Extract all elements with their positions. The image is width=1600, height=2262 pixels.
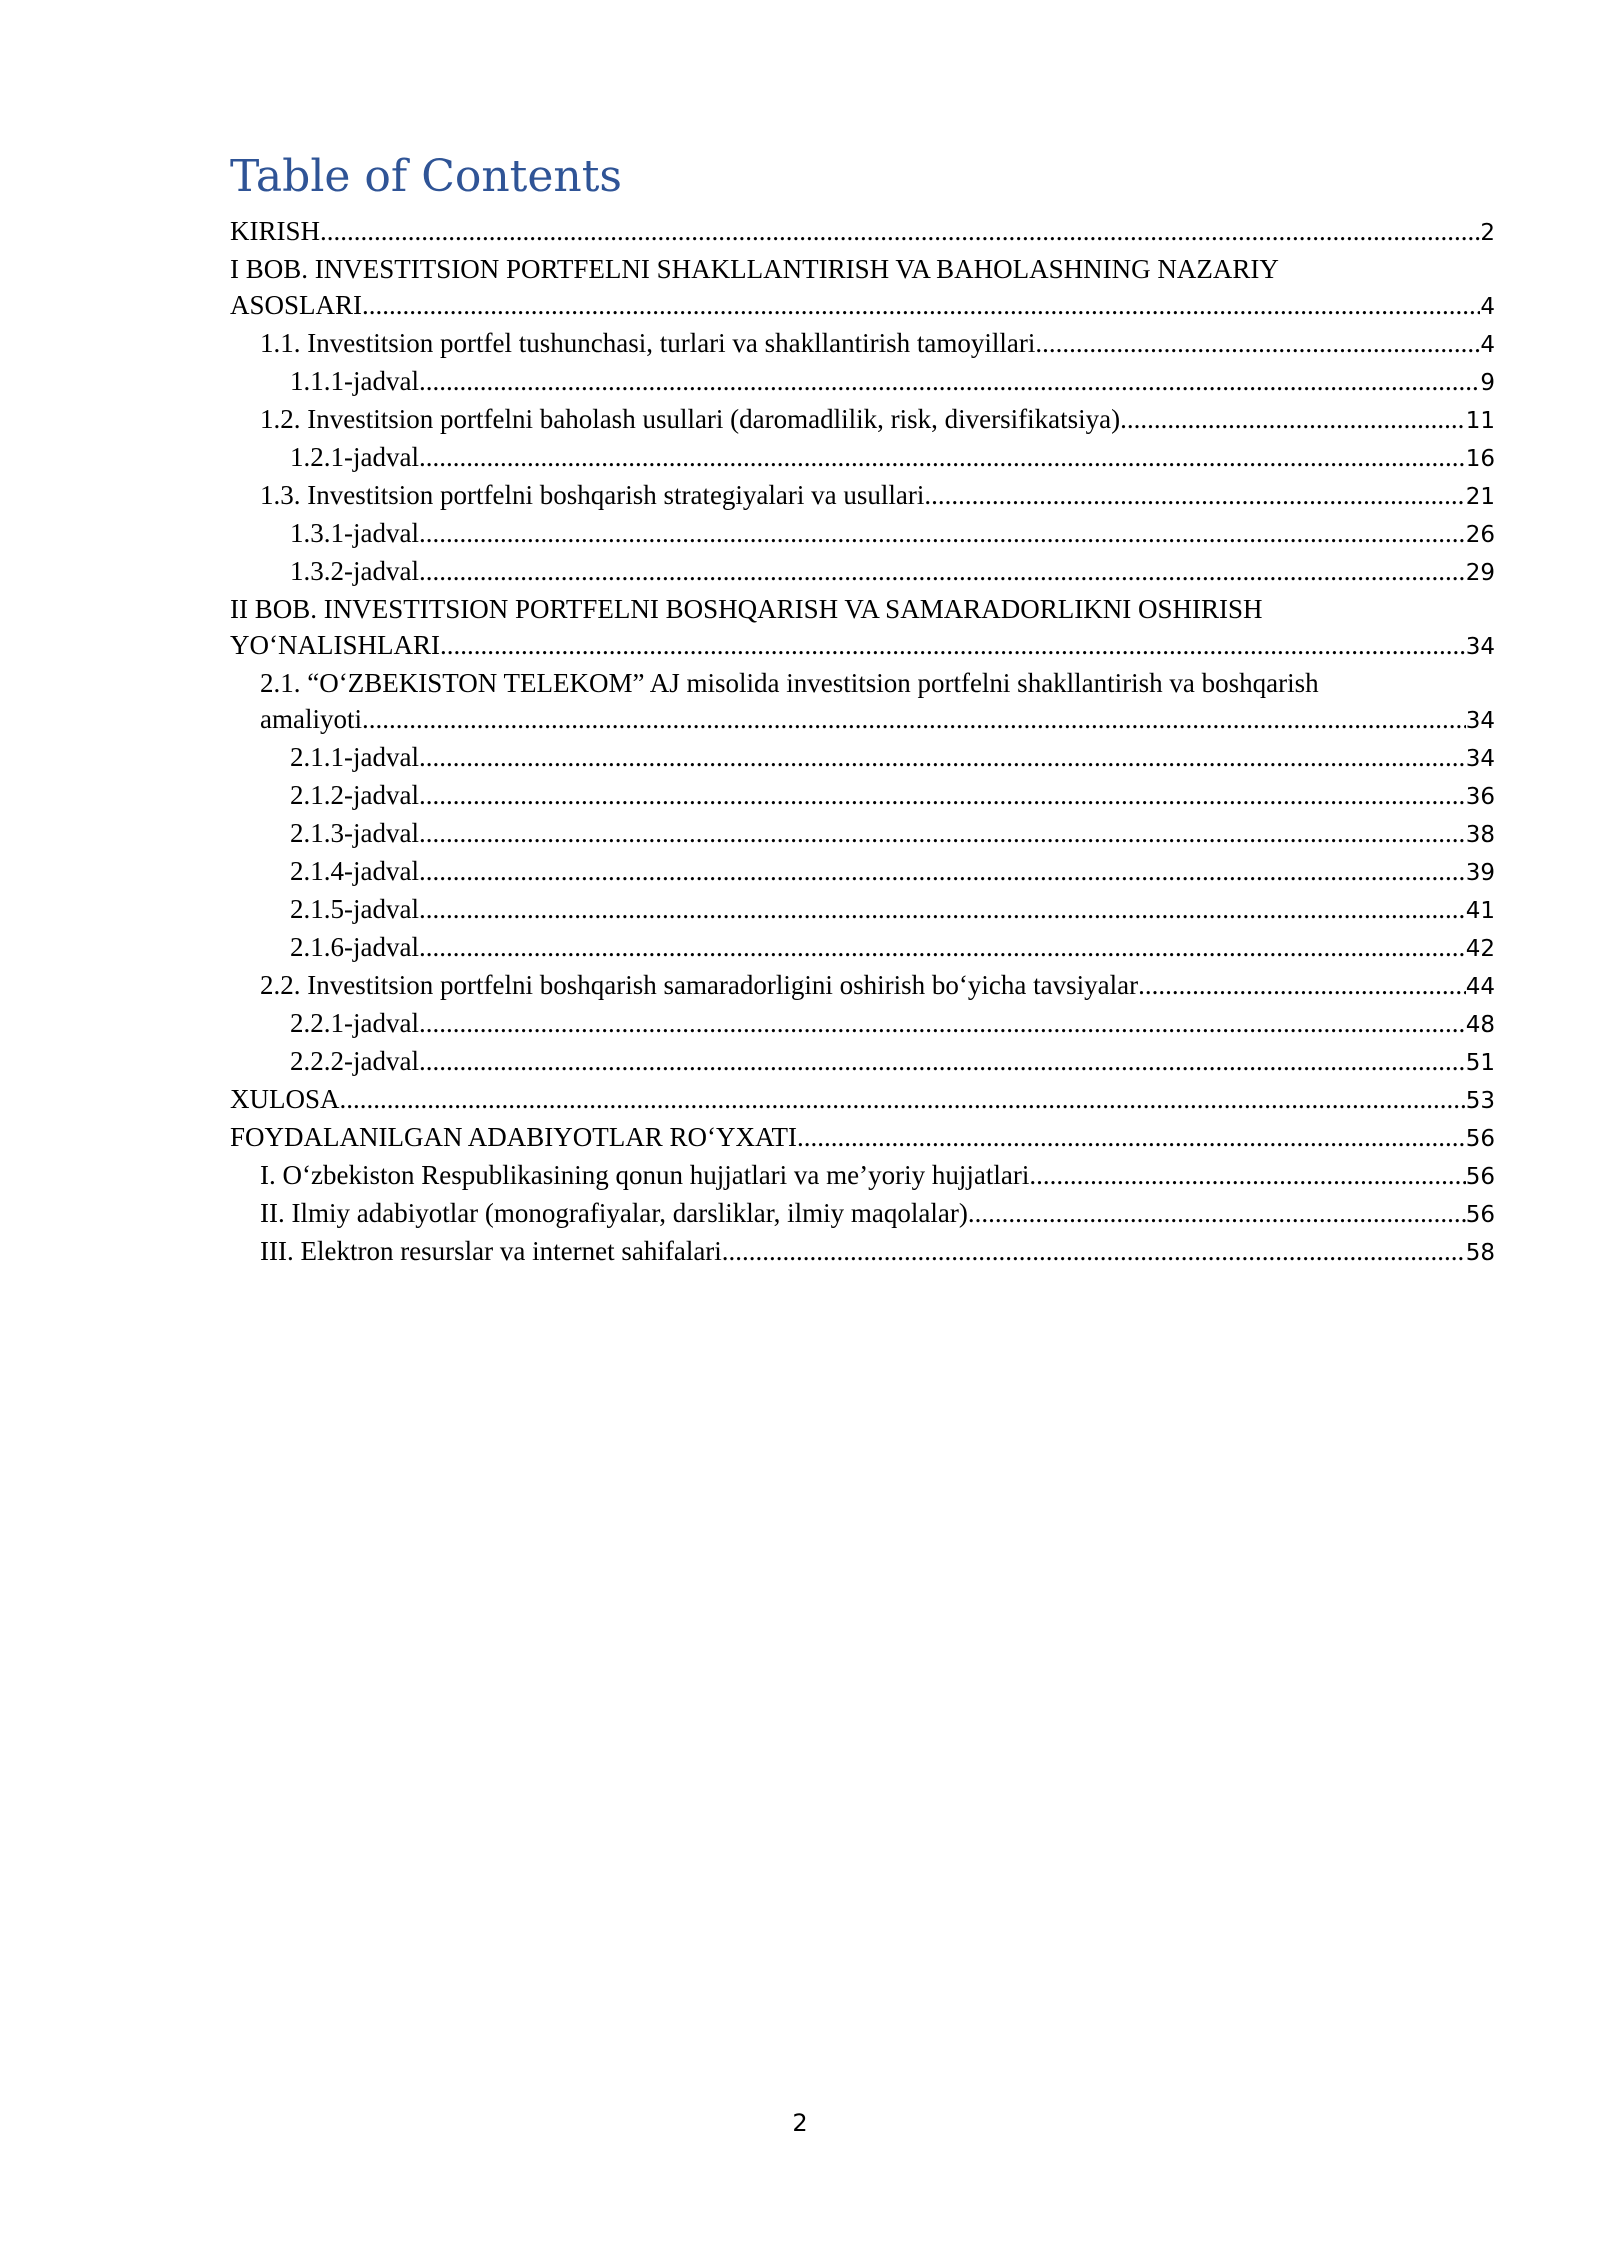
toc-page-number: 56: [1465, 1126, 1495, 1152]
dot-leader: [1120, 401, 1466, 437]
toc-entry-label: III. Elektron resurslar va internet sahifalari: [260, 1236, 722, 1266]
toc-page-number: 56: [1465, 1164, 1495, 1190]
dot-leader: [1035, 325, 1480, 361]
toc-page-number: 39: [1465, 860, 1495, 886]
toc-entry-label-line1: I BOB. INVESTITSION PORTFELNI SHAKLLANTIRISH VA BAHOLASHNING NAZARIY: [230, 254, 1279, 284]
toc-entry-section-1-3[interactable]: [230, 477, 1495, 515]
dot-leader: [1138, 967, 1466, 1003]
toc-page-number: 56: [1465, 1202, 1495, 1228]
toc-entry-label: II. Ilmiy adabiyotlar (monografiyalar, darsliklar, ilmiy maqolalar): [260, 1198, 968, 1228]
toc-entry-table-2-1-3[interactable]: [230, 815, 1495, 853]
dot-leader: [419, 853, 1466, 889]
toc-page-number: 38: [1465, 822, 1495, 848]
toc-page-number: 36: [1465, 784, 1495, 810]
toc-entry-label: 2.1.2-jadval: [290, 780, 419, 810]
toc-entry-label: 2.1.3-jadval: [290, 818, 419, 848]
toc-page-number: 16: [1465, 446, 1495, 472]
dot-leader: [722, 1233, 1466, 1269]
dot-leader: [419, 929, 1466, 965]
toc-entry-label-line2: ASOSLARI: [230, 290, 363, 320]
toc-page-number: 4: [1480, 332, 1495, 358]
toc-page-number: 42: [1465, 936, 1495, 962]
toc-entry-label: 1.3. Investitsion portfelni boshqarish strategiyalari va usullari: [260, 480, 925, 510]
toc-entry-table-2-1-6[interactable]: [230, 929, 1495, 967]
dot-leader: [419, 439, 1466, 475]
toc-entry-label-line1: II BOB. INVESTITSION PORTFELNI BOSHQARISH VA SAMARADORLIKNI OSHIRISH: [230, 594, 1263, 624]
toc-entry-label: 2.1.5-jadval: [290, 894, 419, 924]
toc-entry-label: 2.2.2-jadval: [290, 1046, 419, 1076]
table-of-contents: [230, 213, 1495, 1271]
toc-entry-label: XULOSA: [230, 1084, 340, 1114]
dot-leader: [419, 739, 1466, 775]
toc-entry-kirish[interactable]: [230, 213, 1495, 251]
toc-entry-table-2-1-4[interactable]: [230, 853, 1495, 891]
dot-leader: [419, 777, 1466, 813]
toc-entry-section-2-1[interactable]: [230, 665, 1495, 739]
dot-leader: [419, 815, 1466, 851]
toc-entry-label: 1.3.1-jadval: [290, 518, 419, 548]
dot-leader: [362, 701, 1466, 737]
toc-entry-label: 1.1.1-jadval: [290, 366, 419, 396]
toc-page-number: 53: [1465, 1088, 1495, 1114]
toc-entry-label: 2.1.6-jadval: [290, 932, 419, 962]
toc-entry-xulosa[interactable]: [230, 1081, 1495, 1119]
toc-entry-label: 2.1.1-jadval: [290, 742, 419, 772]
toc-entry-table-2-2-1[interactable]: [230, 1005, 1495, 1043]
dot-leader: [419, 515, 1466, 551]
toc-page-number: 4: [1480, 294, 1495, 320]
toc-page-number: 2: [1480, 220, 1495, 246]
toc-entry-section-2-2[interactable]: [230, 967, 1495, 1005]
toc-entry-references-scientific[interactable]: [230, 1195, 1495, 1233]
toc-entry-label: I. O‘zbekiston Respublikasining qonun hujjatlari va me’yoriy hujjatlari: [260, 1160, 1030, 1190]
dot-leader: [924, 477, 1465, 513]
toc-page-number: 41: [1465, 898, 1495, 924]
dot-leader: [968, 1195, 1466, 1231]
toc-page-number: 34: [1465, 746, 1495, 772]
toc-entry-table-1-2-1[interactable]: [230, 439, 1495, 477]
toc-page-number: 34: [1465, 634, 1495, 660]
dot-leader: [362, 287, 1480, 323]
page-number-footer: 2: [792, 2109, 808, 2137]
dot-leader: [1029, 1157, 1465, 1193]
toc-entry-table-1-1-1[interactable]: [230, 363, 1495, 401]
toc-page-number: 34: [1465, 708, 1495, 734]
toc-entry-table-2-1-1[interactable]: [230, 739, 1495, 777]
toc-page-number: 58: [1465, 1240, 1495, 1266]
dot-leader: [419, 1005, 1466, 1041]
toc-page-number: 51: [1465, 1050, 1495, 1076]
toc-page-number: 26: [1465, 522, 1495, 548]
toc-page-number: 9: [1480, 370, 1495, 396]
toc-entry-label-line2: amaliyoti: [260, 704, 362, 734]
dot-leader: [320, 213, 1480, 249]
toc-page-number: 29: [1465, 560, 1495, 586]
toc-entry-label: KIRISH: [230, 216, 321, 246]
dot-leader: [340, 1081, 1466, 1117]
toc-entry-table-2-1-2[interactable]: [230, 777, 1495, 815]
toc-entry-label: 1.3.2-jadval: [290, 556, 419, 586]
toc-entry-label-line2: YO‘NALISHLARI: [230, 630, 440, 660]
dot-leader: [797, 1119, 1466, 1155]
toc-entry-label: 1.1. Investitsion portfel tushunchasi, turlari va shakllantirish tamoyillari: [260, 328, 1036, 358]
toc-entry-table-1-3-1[interactable]: [230, 515, 1495, 553]
dot-leader: [419, 363, 1480, 399]
toc-entry-chapter-1[interactable]: [230, 251, 1495, 325]
dot-leader: [419, 553, 1466, 589]
toc-entry-table-2-2-2[interactable]: [230, 1043, 1495, 1081]
toc-entry-label-line1: 2.1. “O‘ZBEKISTON TELEKOM” AJ misolida investitsion portfelni shakllantirish va boshqarish: [260, 668, 1319, 698]
toc-entry-label: 2.2. Investitsion portfelni boshqarish samaradorligini oshirish bo‘yicha tavsiyalar: [260, 970, 1139, 1000]
toc-entry-label: 2.1.4-jadval: [290, 856, 419, 886]
toc-entry-chapter-2[interactable]: [230, 591, 1495, 665]
toc-page-number: 21: [1465, 484, 1495, 510]
toc-entry-label: FOYDALANILGAN ADABIYOTLAR RO‘YXATI: [230, 1122, 797, 1152]
toc-entry-table-2-1-5[interactable]: [230, 891, 1495, 929]
toc-entry-references[interactable]: [230, 1119, 1495, 1157]
toc-entry-section-1-2[interactable]: [230, 401, 1495, 439]
dot-leader: [440, 627, 1466, 663]
toc-entry-references-legal[interactable]: [230, 1157, 1495, 1195]
toc-title: Table of Contents: [230, 151, 623, 202]
toc-page-number: 44: [1465, 974, 1495, 1000]
toc-entry-label: 1.2.1-jadval: [290, 442, 419, 472]
dot-leader: [419, 1043, 1466, 1079]
toc-entry-label: 1.2. Investitsion portfelni baholash usullari (daromadlilik, risk, diversifikatsiya): [260, 404, 1121, 434]
dot-leader: [419, 891, 1466, 927]
toc-entry-references-electronic[interactable]: [230, 1233, 1495, 1271]
toc-entry-label: 2.2.1-jadval: [290, 1008, 419, 1038]
toc-page-number: 48: [1465, 1012, 1495, 1038]
toc-page-number: 11: [1465, 408, 1495, 434]
toc-entry-section-1-1[interactable]: [230, 325, 1495, 363]
toc-entry-table-1-3-2[interactable]: [230, 553, 1495, 591]
